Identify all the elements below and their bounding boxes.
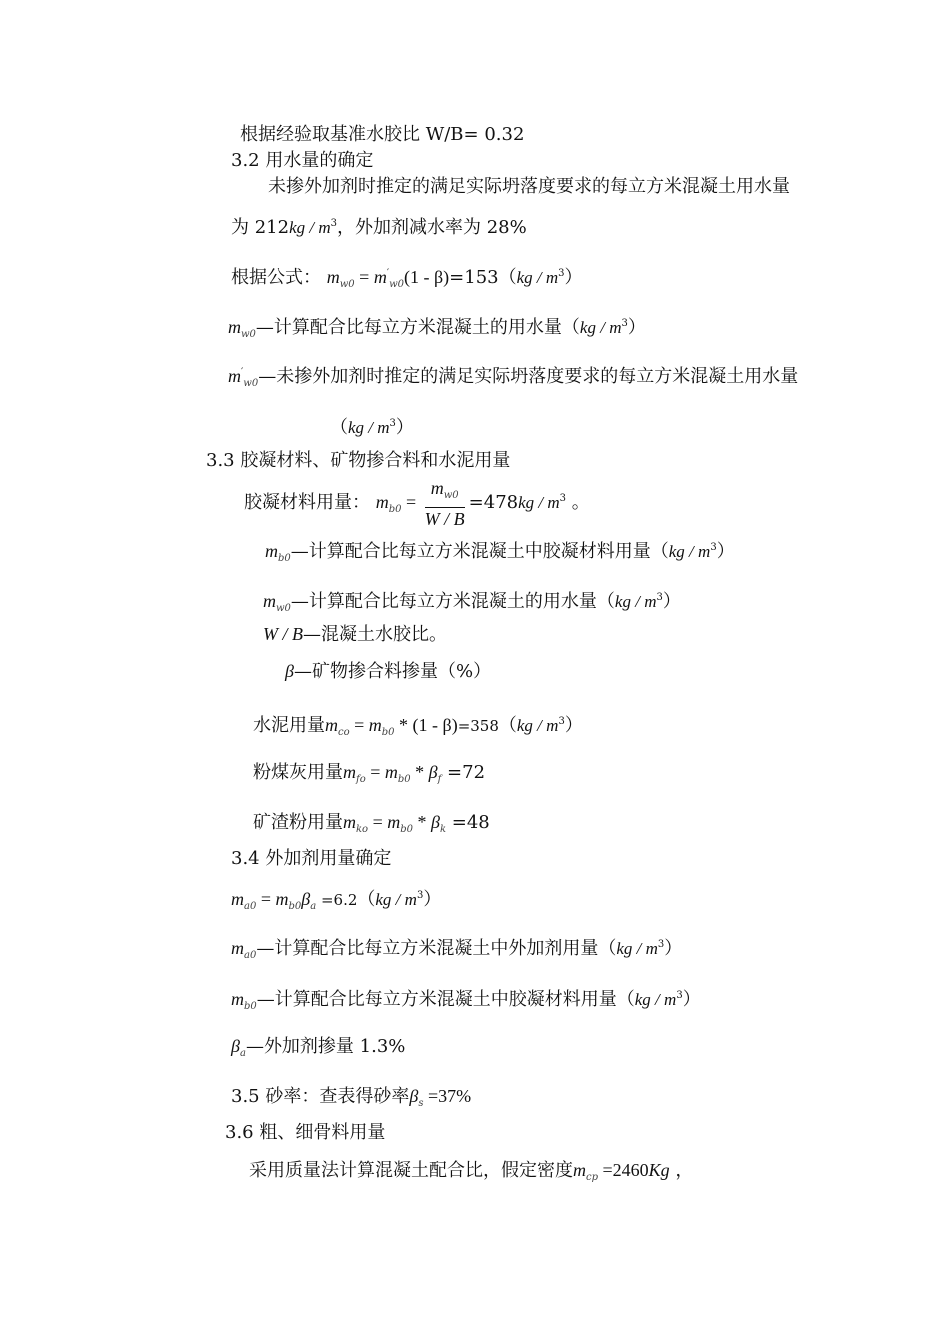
definition-mw0-2: $m_{w0}—$计算配合比每立方米混凝土的用水量$(kg / m^3)$	[263, 591, 681, 614]
definition-beta-a: $\beta_a—$外加剂掺量 1.3%	[231, 1036, 406, 1059]
definition-mw0-prime: $m'_{w0}—$未掺外加剂时推定的满足实际坍落度要求的每立方米混凝土用水量	[228, 366, 799, 389]
definition-mb0-2: $m_{b0}—$计算配合比每立方米混凝土中胶凝材料用量$(kg / m^3)$	[231, 989, 701, 1012]
formula-binder-amount: 胶凝材料用量： $m_{b0}$ = $\frac{m_{w0}}{W / B}$ $=478kg / m^3$ 。	[244, 477, 590, 529]
line-base-water-binder-ratio: 根据经验取基准水胶比 W/B= 0.32	[240, 124, 525, 145]
definition-mw0: $m_{w0}—$计算配合比每立方米混凝土的用水量$(kg / m^3)$	[228, 317, 646, 340]
definition-mb0: $m_{b0}—$计算配合比每立方米混凝土中胶凝材料用量$(kg / m^3)$	[265, 541, 735, 564]
definition-beta: β—矿物掺合料掺量（%）	[285, 661, 492, 682]
definition-ma0: $m_{a0}—$计算配合比每立方米混凝土中外加剂用量$(kg / m^3)$	[231, 938, 683, 961]
section-heading-3-6: 3.6 粗、细骨料用量	[225, 1122, 386, 1143]
section-heading-3-2: 3.2 用水量的确定	[231, 150, 374, 171]
unit-kg-m3: $(kg / m^3)$	[330, 417, 414, 438]
line-water-estimate: 未掺外加剂时推定的满足实际坍落度要求的每立方米混凝土用水量	[268, 176, 790, 197]
formula-water-reduction: 根据公式： $m_{w0} = m'_{w0}(1 - \beta)=153(kg / m^3)$	[231, 267, 583, 290]
line-water-212: 为 $212kg / m^3$，外加剂减水率为 28%	[231, 217, 527, 238]
formula-slag-amount: 矿渣粉用量$m_{ko} = m_{b0} * \beta_k =48$	[253, 812, 490, 835]
formula-admixture-amount: $m_{a0} = m_{b0}\beta_a =6.2(kg / m^3)$	[231, 889, 442, 912]
section-heading-3-3: 3.3 胶凝材料、矿物掺合料和水泥用量	[206, 450, 511, 471]
line-mass-method: 采用质量法计算混凝土配合比，假定密度$m_{cp} =2460Kg$ ，	[249, 1160, 694, 1183]
section-heading-3-4: 3.4 外加剂用量确定	[231, 848, 392, 869]
section-heading-3-5: 3.5 砂率：查表得砂率$\beta_s =37\%$	[231, 1086, 472, 1109]
formula-cement-amount: 水泥用量$m_{co} = m_{b0} * (1 - \beta)=358(kg / m^3)$	[253, 715, 583, 738]
formula-fly-ash-amount: 粉煤灰用量$m_{fo} = m_{b0} * \beta_f =72$	[253, 762, 486, 785]
fraction: $\frac{m_{w0}}{W / B}$	[424, 477, 465, 529]
definition-wb: W / B—混凝土水胶比。	[263, 624, 447, 645]
